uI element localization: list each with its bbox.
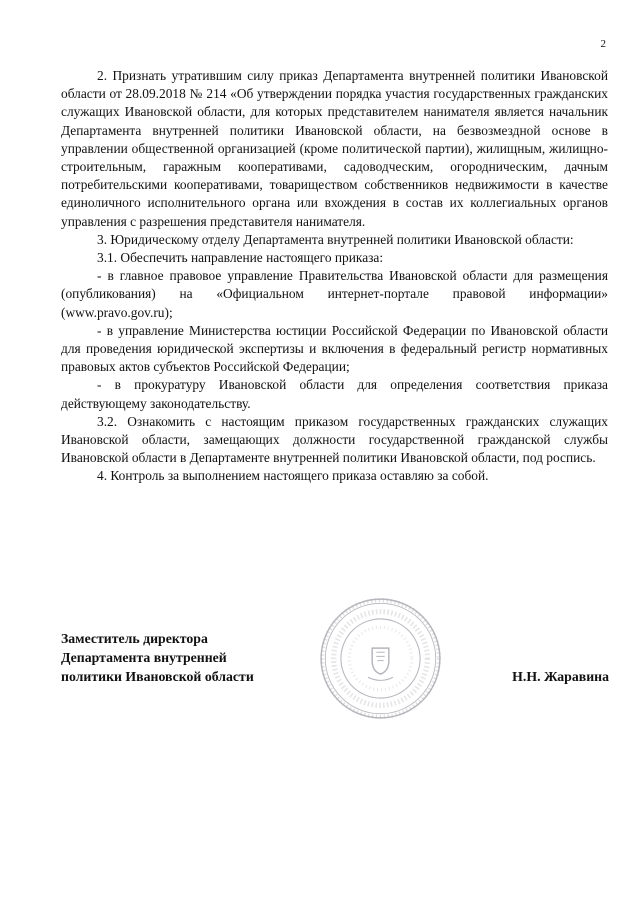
paragraph-4: 4. Контроль за выполнением настоящего приказа оставляю за собой. [97, 468, 489, 484]
paragraph-2: 2. Признать утратившим силу приказ Департамента внутренней политики Ивановской области от 28.09.2018 № 214 «Об утверждении порядка участия государственных гражданских служащих Ивановской области, для которых представителем нанимателя является начальник Департамента внутренней политики Ивановской области, на безвозмездной основе в управлении общественной организацией (кроме политической партии), жилищным, жилищно-строительным, гаражным кооперативами, садоводческим, огородническим, дачным потребительскими кооперативами, товариществом собственников недвижимости в качестве единоличного исполнительного органа или вхождения в состав их коллегиальных органов управления с разрешения представителя нанимателя. [61, 68, 608, 229]
paragraph-3-1-item-1: - в главное правовое управление Правительства Ивановской области для размещения (опубликования) на «Официальном интернет-портале правовой информации» (www.pravo.gov.ru); [61, 268, 608, 320]
signer-name: Н.Н. Жаравина [512, 669, 609, 684]
signer-title-line: Заместитель директора [61, 631, 208, 646]
paragraph-3-1-item-2: - в управление Министерства юстиции Российской Федерации по Ивановской области для проведения юридической экспертизы и включения в федеральный регистр нормативных правовых актов субъектов Российской Федерации; [61, 322, 608, 375]
page-number: 2 [600, 38, 606, 50]
signature-block [61, 629, 621, 686]
signer-title-line: политики Ивановской области [61, 669, 254, 684]
paragraph-3-2: 3.2. Ознакомить с настоящим приказом государственных гражданских служащих Ивановской области, замещающих должности государственной гражданской службы Ивановской области в Департаменте внутренней политики Ивановской области, под роспись. [61, 413, 608, 466]
signer-title-line: Департамента внутренней [61, 650, 227, 665]
paragraph-3: 3. Юридическому отделу Департамента внутренней политики Ивановской области: [97, 231, 574, 247]
paragraph-3-1: 3.1. Обеспечить направление настоящего приказа: [97, 250, 384, 266]
document-body [61, 67, 608, 486]
paragraph-3-1-item-3: - в прокуратуру Ивановской области для определения соответствия приказа действующему законодательству. [61, 377, 608, 411]
